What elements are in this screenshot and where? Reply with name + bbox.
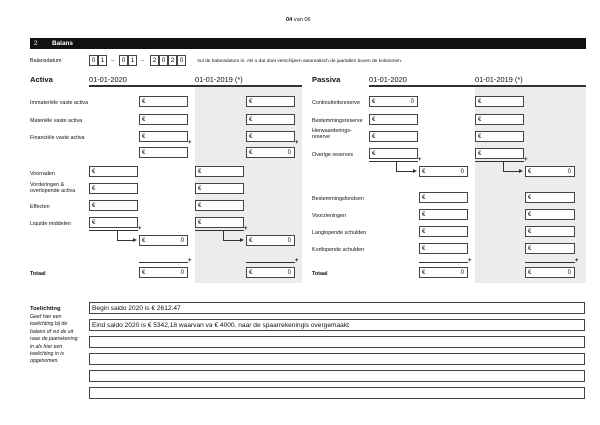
sum-rule <box>89 230 138 231</box>
input-vorderingen-2019[interactable]: € <box>195 183 244 194</box>
label-voorraden: Voorraden <box>30 171 55 177</box>
date-year-4[interactable]: 0 <box>177 55 186 66</box>
date-separator: – <box>141 58 144 64</box>
sum-rule <box>475 161 524 162</box>
subtotal-vlottende-activa-2019: € 0 <box>246 235 295 246</box>
arrow-right-icon <box>240 238 244 242</box>
label-financiele-vaste-activa: Financiële vaste activa <box>30 135 85 141</box>
label-herwaarderingsreserve: Herwaarderings-reserve <box>312 128 352 141</box>
subtotal-vaste-activa-2019: € 0 <box>246 147 295 158</box>
plus-sign: + <box>524 157 528 163</box>
date-day-1[interactable]: 0 <box>89 55 98 66</box>
input-liquide-2020[interactable]: € <box>89 217 138 228</box>
label-liquide-middelen: Liquide middelen <box>30 221 71 227</box>
label-bestemmingsreserve: Bestemmingsreserve <box>312 118 363 124</box>
section-bar <box>30 38 586 49</box>
input-financieel-2019[interactable]: € <box>246 131 295 142</box>
page-indicator <box>286 17 311 23</box>
input-immaterieel-2019[interactable]: € <box>246 96 295 107</box>
label-activa-totaal: Totaal <box>30 271 46 277</box>
input-materieel-2020[interactable]: € <box>139 114 188 125</box>
label-overige-reserves: Overige reserves <box>312 152 354 158</box>
toelichting-line-3[interactable] <box>89 336 585 348</box>
arrow-right-icon <box>519 169 523 173</box>
passiva-col2-date: 01-01-2019 (*) <box>475 75 523 84</box>
label-bestemmingsfondsen: Bestemmingsfondsen <box>312 196 364 202</box>
label-immateriele-vaste-activa: Immateriële vaste activa <box>30 100 89 106</box>
toelichting-title: Toelichting <box>30 306 61 312</box>
input-voorraden-2019[interactable]: € <box>195 166 244 177</box>
activa-header: Activa <box>30 75 53 84</box>
input-bestemmingsfondsen-2019[interactable]: € <box>525 192 575 203</box>
input-langlopend-2019[interactable]: € <box>525 226 575 237</box>
totaal-passiva-2019: € 0 <box>525 267 575 278</box>
input-effecten-2019[interactable]: € <box>195 200 244 211</box>
date-separator: – <box>111 58 114 64</box>
toelichting-line-6[interactable] <box>89 387 585 399</box>
subtotal-reserves-2020: € 0 <box>419 166 468 177</box>
toelichting-line-2[interactable]: Eind saldo 2020 is € 5342,18 waarvan va € 4000. naar de spaarrekeningis overgemaakt <box>89 319 585 331</box>
activa-header-rule <box>89 85 302 87</box>
total-rule <box>419 262 468 263</box>
input-materieel-2019[interactable]: € <box>246 114 295 125</box>
subtotal-reserves-2019: € 0 <box>525 166 575 177</box>
date-year-1[interactable]: 2 <box>150 55 159 66</box>
passiva-col1-date: 01-01-2020 <box>369 75 407 84</box>
input-herwaardering-2019[interactable]: € <box>475 131 524 142</box>
arrow-line <box>223 230 224 240</box>
subtotal-vlottende-activa-2020: € 0 <box>139 235 188 246</box>
input-financieel-2020[interactable]: € <box>139 131 188 142</box>
input-kortlopend-2020[interactable]: € <box>419 243 468 254</box>
activa-col1-date: 01-01-2020 <box>89 75 127 84</box>
input-effecten-2020[interactable]: € <box>89 200 138 211</box>
arrow-line <box>503 171 520 172</box>
input-voorzieningen-2020[interactable]: € <box>419 209 468 220</box>
totaal-activa-2020: € 0 <box>139 267 188 278</box>
arrow-line <box>396 171 414 172</box>
input-bestemmingsfondsen-2020[interactable]: € <box>419 192 468 203</box>
toelichting-line-4[interactable] <box>89 353 585 365</box>
input-overige-2019[interactable]: € <box>475 148 524 159</box>
arrow-line <box>503 161 504 171</box>
arrow-right-icon <box>413 169 417 173</box>
balansdatum-instruction: Vul de balansdatum in. Als u dat doet verschijnen automatisch de jaartallen boven de kolommen. <box>197 59 403 64</box>
input-liquide-2019[interactable]: € <box>195 217 244 228</box>
input-bestemmingsreserve-2019[interactable]: € <box>475 114 524 125</box>
section-number: 2 <box>34 40 38 47</box>
plus-sign: + <box>295 258 299 264</box>
plus-sign: + <box>244 226 248 232</box>
input-overige-2020[interactable]: € <box>369 148 418 159</box>
page-of: van 06 <box>293 17 311 23</box>
label-kortlopende-schulden: Kortlopende schulden <box>312 247 365 253</box>
date-year-2[interactable]: 0 <box>159 55 168 66</box>
total-rule <box>246 262 295 263</box>
input-bestemmingsreserve-2020[interactable]: € <box>369 114 418 125</box>
input-continuiteit-2020[interactable]: € 0 <box>369 96 418 107</box>
input-vorderingen-2020[interactable]: € <box>89 183 138 194</box>
input-voorraden-2020[interactable]: € <box>89 166 138 177</box>
arrow-right-icon <box>133 238 137 242</box>
label-continuiteitsreserve: Continuïteitsreserve <box>312 100 360 106</box>
input-immaterieel-2020[interactable]: € <box>139 96 188 107</box>
input-herwaardering-2020[interactable]: € <box>369 131 418 142</box>
total-rule <box>139 262 188 263</box>
input-kortlopend-2019[interactable]: € <box>525 243 575 254</box>
date-day-2[interactable]: 1 <box>98 55 107 66</box>
total-rule <box>525 262 575 263</box>
plus-sign: + <box>468 258 472 264</box>
label-passiva-totaal: Totaal <box>312 271 328 277</box>
arrow-line <box>223 240 241 241</box>
plus-sign: + <box>418 157 422 163</box>
label-voorzieningen: Voorzieningen <box>312 213 347 219</box>
toelichting-line-1[interactable]: Begin saldo 2020 is € 2612.47 <box>89 302 585 314</box>
toelichting-hint: Geef hier een toelichting bij de balans of vul de uit naar de jaarrekening in als hier een toelichting in is opgenomen. <box>30 314 78 365</box>
arrow-line <box>396 161 397 171</box>
totaal-activa-2019: € 0 <box>246 267 295 278</box>
subtotal-vaste-activa-2020: € <box>139 147 188 158</box>
activa-col2-date: 01-01-2019 (*) <box>195 75 243 84</box>
input-continuiteit-2019[interactable]: € <box>475 96 524 107</box>
arrow-line <box>117 240 134 241</box>
passiva-header-rule <box>369 85 586 87</box>
date-month-1[interactable]: 0 <box>119 55 128 66</box>
balansdatum-label: Balansdatum <box>30 58 62 64</box>
input-langlopend-2020[interactable]: € <box>419 226 468 237</box>
label-materiele-vaste-activa: Materiële vaste activa <box>30 118 83 124</box>
label-langlopende-schulden: Langlopende schulden <box>312 230 367 236</box>
plus-sign: + <box>575 258 579 264</box>
plus-sign: + <box>188 258 192 264</box>
page-number: 04 <box>286 17 293 23</box>
plus-sign: + <box>188 140 192 146</box>
arrow-line <box>117 230 118 240</box>
date-month-2[interactable]: 1 <box>128 55 137 66</box>
sum-rule <box>369 161 418 162</box>
sum-rule <box>195 230 244 231</box>
date-year-3[interactable]: 2 <box>168 55 177 66</box>
section-title: Balans <box>52 40 73 47</box>
toelichting-line-5[interactable] <box>89 370 585 382</box>
input-voorzieningen-2019[interactable]: € <box>525 209 575 220</box>
label-effecten: Effecten <box>30 204 50 210</box>
totaal-passiva-2020: € 0 <box>419 267 468 278</box>
plus-sign: + <box>295 140 299 146</box>
plus-sign: + <box>138 226 142 232</box>
passiva-header: Passiva <box>312 75 341 84</box>
label-vorderingen: Vorderingen & overlopende activa <box>30 182 76 195</box>
